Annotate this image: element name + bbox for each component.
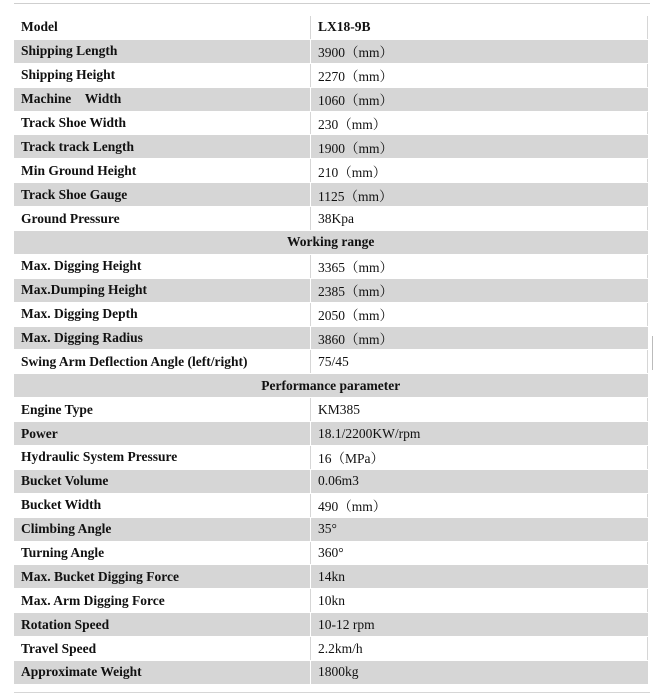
row-label: Max. Digging Depth <box>14 302 311 326</box>
table-row <box>14 350 648 374</box>
table-row <box>14 87 648 111</box>
row-value: 38Kpa <box>311 207 648 231</box>
row-value: 14kn <box>311 565 648 589</box>
header-value: LX18-9B <box>311 16 648 39</box>
table-row <box>14 326 648 350</box>
section-row-working-range <box>14 231 648 255</box>
table-row <box>14 517 648 541</box>
row-value: KM385 <box>311 398 648 422</box>
row-value: 2270（mm） <box>311 63 648 87</box>
row-value: 10kn <box>311 589 648 613</box>
row-value: 210（mm） <box>311 159 648 183</box>
row-label: Min Ground Height <box>14 159 311 183</box>
row-value: 3365（mm） <box>311 254 648 278</box>
top-divider <box>14 3 650 4</box>
row-label: Engine Type <box>14 398 311 422</box>
table-row <box>14 422 648 446</box>
row-label: Rotation Speed <box>14 613 311 637</box>
row-value: 1900（mm） <box>311 135 648 159</box>
table-row <box>14 565 648 589</box>
row-label: Bucket Volume <box>14 469 311 493</box>
table-row <box>14 661 648 685</box>
row-label: Max. Arm Digging Force <box>14 589 311 613</box>
row-value: 1125（mm） <box>311 183 648 207</box>
row-label: Hydraulic System Pressure <box>14 446 311 470</box>
row-label: Travel Speed <box>14 637 311 661</box>
section-title-performance: Performance parameter <box>14 374 648 398</box>
row-value: 18.1/2200KW/rpm <box>311 422 648 446</box>
row-label: Max.Dumping Height <box>14 278 311 302</box>
header-label: Model <box>14 16 311 39</box>
table-row <box>14 469 648 493</box>
row-value: 2.2km/h <box>311 637 648 661</box>
row-value: 16（MPa） <box>311 446 648 470</box>
row-value: 3900（mm） <box>311 39 648 63</box>
table-row <box>14 302 648 326</box>
table-row <box>14 207 648 231</box>
row-label: Climbing Angle <box>14 517 311 541</box>
table-row <box>14 254 648 278</box>
row-label: Machine Width <box>14 87 311 111</box>
row-label: Approximate Weight <box>14 661 311 685</box>
row-label: Max. Bucket Digging Force <box>14 565 311 589</box>
section-title-working-range: Working range <box>14 231 648 255</box>
row-value: 1800kg <box>311 661 648 685</box>
row-label: Max. Digging Height <box>14 254 311 278</box>
table-header-row <box>14 16 648 39</box>
bottom-divider <box>14 692 650 693</box>
row-label: Turning Angle <box>14 541 311 565</box>
table-row <box>14 398 648 422</box>
row-value: 3860（mm） <box>311 326 648 350</box>
row-label: Track track Length <box>14 135 311 159</box>
row-label: Bucket Width <box>14 493 311 517</box>
row-label: Swing Arm Deflection Angle (left/right) <box>14 350 311 374</box>
table-row <box>14 159 648 183</box>
table-row <box>14 446 648 470</box>
row-value: 2050（mm） <box>311 302 648 326</box>
spec-table <box>14 16 648 685</box>
table-row <box>14 111 648 135</box>
table-row <box>14 183 648 207</box>
table-row <box>14 541 648 565</box>
table-row <box>14 493 648 517</box>
row-label: Ground Pressure <box>14 207 311 231</box>
scroll-edge-marker <box>652 336 656 370</box>
table-row <box>14 589 648 613</box>
row-value: 2385（mm） <box>311 278 648 302</box>
table-row <box>14 637 648 661</box>
row-value: 10-12 rpm <box>311 613 648 637</box>
row-value: 360° <box>311 541 648 565</box>
row-value: 1060（mm） <box>311 87 648 111</box>
row-value: 230（mm） <box>311 111 648 135</box>
row-label: Max. Digging Radius <box>14 326 311 350</box>
table-row <box>14 63 648 87</box>
table-row <box>14 135 648 159</box>
row-value: 490（mm） <box>311 493 648 517</box>
row-label: Track Shoe Gauge <box>14 183 311 207</box>
row-label: Power <box>14 422 311 446</box>
table-row <box>14 613 648 637</box>
table-row <box>14 278 648 302</box>
row-label: Shipping Height <box>14 63 311 87</box>
row-label: Shipping Length <box>14 39 311 63</box>
table-row <box>14 39 648 63</box>
section-row-performance <box>14 374 648 398</box>
row-value: 0.06m3 <box>311 469 648 493</box>
row-value: 75/45 <box>311 350 648 374</box>
row-value: 35° <box>311 517 648 541</box>
row-label: Track Shoe Width <box>14 111 311 135</box>
